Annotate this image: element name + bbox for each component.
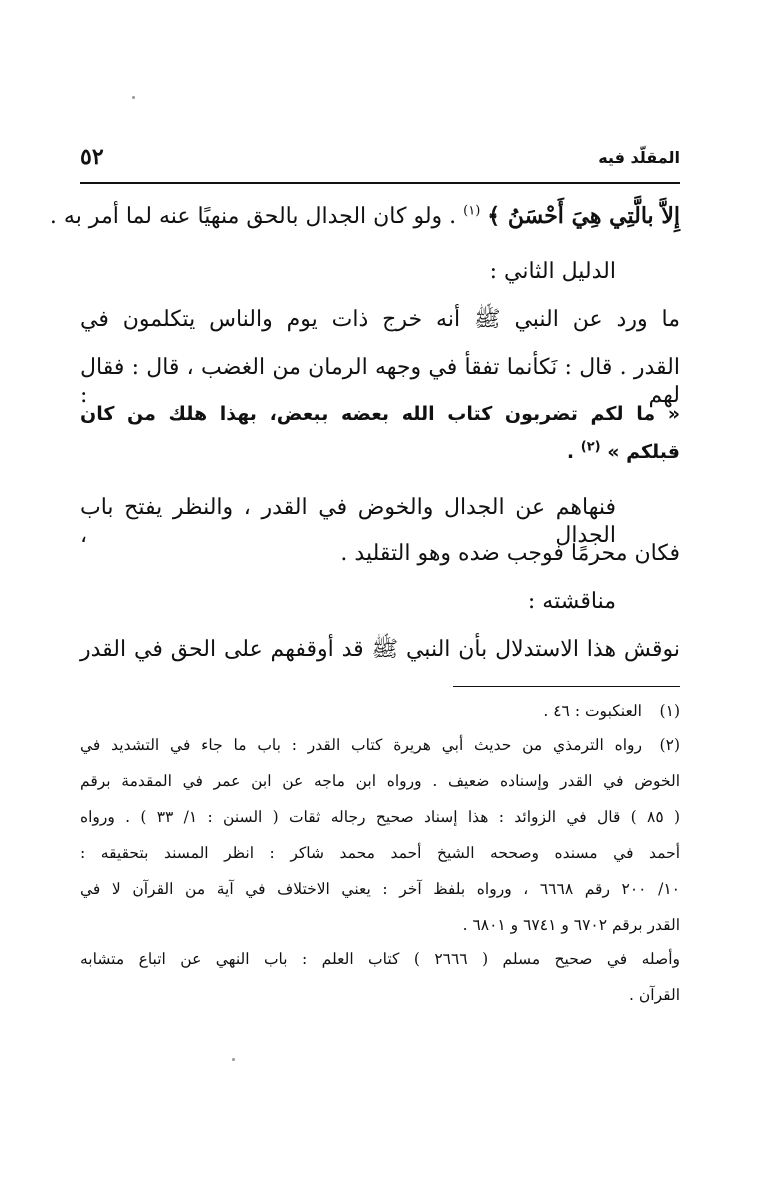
- footnote-3-line-2: القرآن .: [629, 986, 680, 1004]
- scan-speck: [232, 1058, 235, 1061]
- footnote-1-text: العنكبوت : ٤٦ .: [543, 702, 642, 720]
- scan-speck: [132, 96, 135, 99]
- footnote-ref-1: (١): [463, 203, 481, 219]
- footnote-ref-2: (٢): [580, 439, 601, 455]
- footnote-2-line-6: القدر برقم ٦٧٠٢ و ٦٧٤١ و ٦٨٠١ .: [462, 916, 680, 934]
- hadith-period: .: [566, 441, 575, 463]
- hadith-line-2: [567, 438, 680, 466]
- quran-verse: إِلاَّ بالَّتِي هِيَ أَحْسَنُ ﴾: [487, 203, 680, 229]
- page-number: ٥٢: [80, 144, 104, 170]
- footnote-3-line-1: وأصله في صحيح مسلم ( ٢٦٦٦ ) كتاب العلم : باب النهي عن اتباع متشابه: [80, 950, 680, 968]
- paragraph-1-line-1: ما ورد عن النبي ﷺ أنه خرج ذات يوم والناس يتكلمون في: [80, 307, 680, 332]
- heading-discussion: مناقشته :: [527, 589, 616, 614]
- page-header: [80, 144, 680, 174]
- text-line-1: [50, 202, 680, 231]
- heading-second-proof: الدليل الثاني :: [489, 259, 616, 284]
- paragraph-2-line-2: فكان محرمًا فوجب ضده وهو التقليد .: [340, 541, 680, 566]
- hadith-end-text: قبلكم »: [607, 441, 680, 463]
- footnote-2-text-line-1: رواه الترمذي من حديث أبي هريرة كتاب القدر : باب ما جاء في التشديد في: [80, 736, 642, 754]
- header-rule: [80, 182, 680, 184]
- running-title: المقلّد فيه: [598, 148, 680, 167]
- footnote-2-number: (٢): [659, 736, 680, 754]
- hadith-line-1: « ما لكم تضربون كتاب الله بعضه ببعض، بهذا هلك من كان: [80, 403, 680, 425]
- footnote-2-line-4: أحمد في مسنده وصححه الشيخ أحمد محمد شاكر : انظر المسند بتحقيقه :: [80, 844, 680, 862]
- footnote-2-line-3: ( ٨٥ ) قال في الزوائد : هذا إسناد صحيح رجاله ثقات ( السنن : ١/ ٣٣ ) . ورواه: [80, 808, 680, 826]
- text-continuation: . ولو كان الجدال بالحق منهيًا عنه لما أمر به .: [49, 204, 457, 229]
- paragraph-2-line-1: فنهاهم عن الجدال والخوض في القدر ، والنظر يفتح باب الجدال ،: [80, 495, 616, 548]
- paragraph-1-line-2: القدر . قال : نَكأنما تفقأ في وجهه الرمان من الغضب ، قال : فقال لهم :: [80, 355, 680, 408]
- footnote-separator: [453, 686, 680, 687]
- footnote-2-line-2: الخوض في القدر وإسناده ضعيف . ورواه ابن ماجه عن ابن عمر في المقدمة برقم: [80, 772, 680, 790]
- footnote-2-line-5: ١٠/ ٢٠٠ رقم ٦٦٦٨ ، ورواه بلفظ آخر : يعني الاختلاف في آية من القرآن لا في: [80, 880, 680, 898]
- footnote-1-number: (١): [659, 702, 680, 720]
- paragraph-3-line-1: نوقش هذا الاستدلال بأن النبي ﷺ قد أوقفهم على الحق في القدر: [80, 637, 680, 662]
